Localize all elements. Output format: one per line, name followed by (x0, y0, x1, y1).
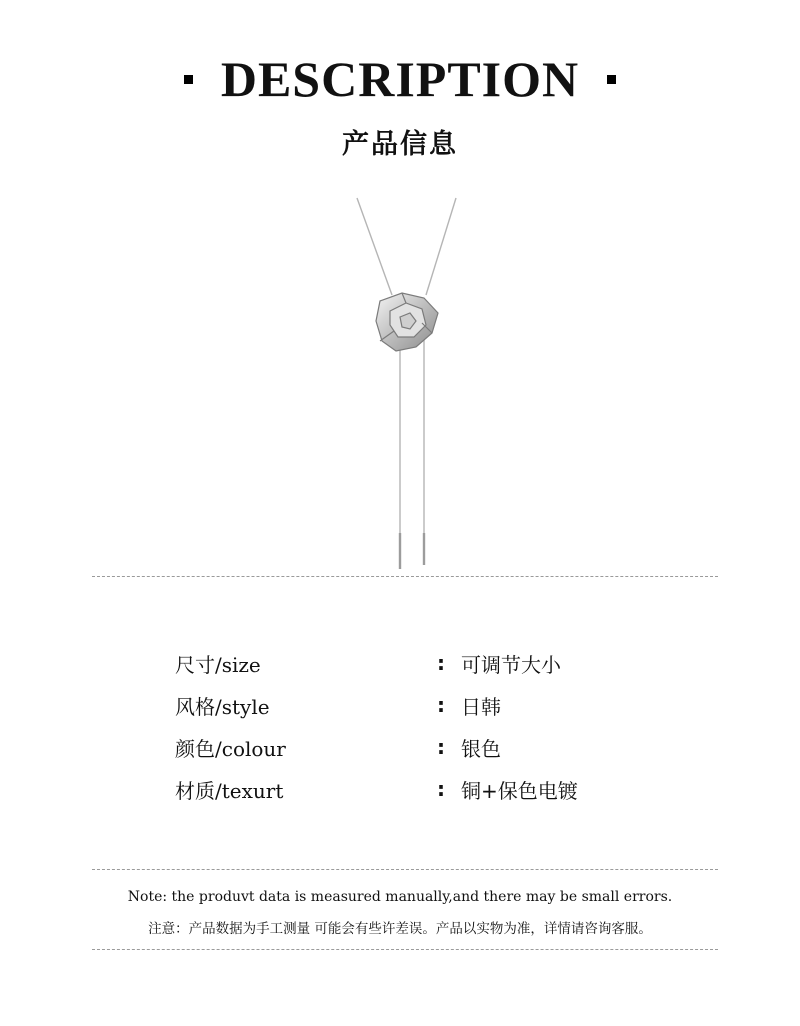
spec-label: 材质/texurt (175, 778, 284, 803)
divider-top (92, 576, 718, 577)
spec-row-texture (175, 768, 675, 810)
chain (357, 198, 456, 547)
divider-middle (92, 869, 718, 870)
chain-end-bars (400, 533, 424, 569)
spec-table (175, 642, 675, 810)
page-subtitle: 产品信息 (342, 129, 458, 160)
rose-pendant-icon (376, 293, 438, 351)
title-row (0, 52, 800, 106)
spec-label: 颜色/colour (175, 736, 286, 761)
left-bullet-icon (184, 75, 193, 84)
note-english: Note: the produvt data is measured manually,and there may be small errors. (127, 889, 673, 905)
spec-value: 银色 (461, 736, 501, 761)
spec-row-colour (175, 726, 675, 768)
note-chinese: 注意：产品数据为手工测量 可能会有些许差误。产品以实物为准，详情请咨询客服。 (148, 921, 652, 937)
spec-label: 尺寸/size (175, 652, 261, 677)
header (0, 52, 800, 161)
spec-separator: : (437, 735, 445, 759)
spec-label: 风格/style (175, 694, 270, 719)
right-bullet-icon (607, 75, 616, 84)
page-title: DESCRIPTION (220, 51, 580, 107)
spec-row-size (175, 642, 675, 684)
product-image (340, 195, 470, 575)
spec-value: 日韩 (461, 694, 501, 719)
spec-separator: : (437, 777, 445, 801)
divider-bottom (92, 949, 718, 950)
spec-separator: : (437, 693, 445, 717)
spec-row-style (175, 684, 675, 726)
spec-value: 铜+保色电镀 (461, 778, 578, 803)
spec-value: 可调节大小 (461, 652, 561, 677)
spec-separator: : (437, 651, 445, 675)
